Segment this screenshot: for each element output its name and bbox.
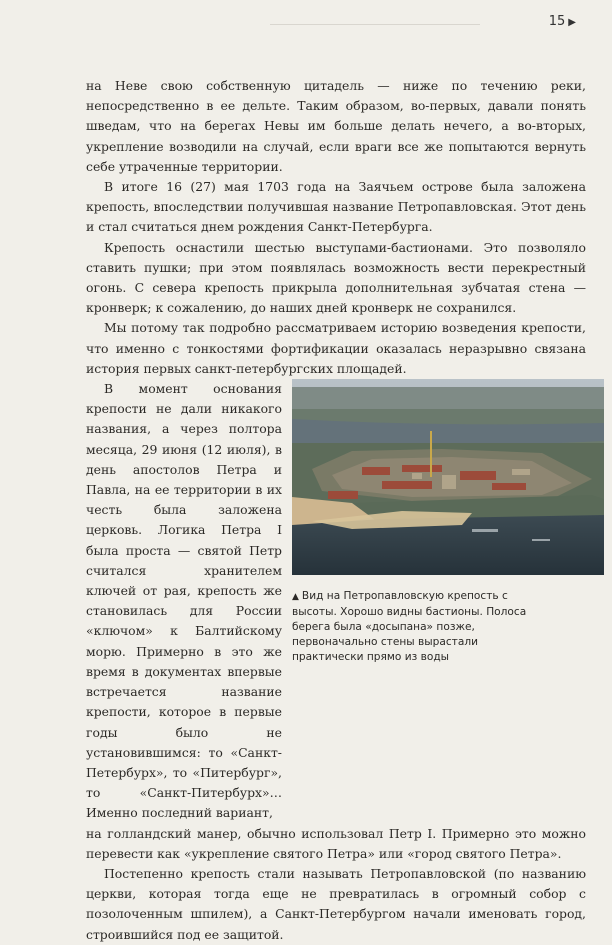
text-with-figure (86, 379, 586, 823)
article-body (86, 76, 586, 945)
paragraph-3: Крепость оснастили шестью выступами-бастионами. Это позволяло ставить пушки; при этом появлялась возможность вести перекрестный огонь. С севера крепость прикрыла дополнительная зубчатая стена — кронверк; к сожалению, до наших дней кронверк не сохранился. (86, 239, 586, 316)
paragraph-6: Постепенно крепость стали называть Петропавловской (по названию церкви, которая тогда еще не превратилась в огромный собор с позолоченным шпилем), а Санкт-Петербургом начали именовать город, строившийся под ее защитой. (86, 865, 586, 942)
figure-caption-text: Вид на Петропавловскую крепость с высоты. Хорошо видны бастионы. Полоса берега была «досыпана» позже, первоначально стены вырастали практически прямо из воды (292, 590, 527, 664)
text-column (86, 379, 282, 823)
triangle-right-icon: ▶ (568, 17, 576, 28)
paragraph-5-part-1: В момент основания крепости не дали никакого названия, а через полтора месяца, 29 июня (12 июля), в день апостолов Петра и Павла, на ее территории в их честь была заложена церковь. Логика Петра I была проста — святой Петр считался хранителем ключей от рая, крепость же становилась для России «ключом» к Балтийскому морю. Примерно в это же время в документах впервые встречается название крепости, которое в первые годы было не установившимся: то «Санкт-Петербурх», то «Питербург», то «Санкт-Питербурх»… Именно последний вариант, (86, 381, 282, 821)
paragraph-5-part-2: на голландский манер, обычно использовал Петр I. Примерно это можно перевести как «укрепление святого Петра» или «город святого Петра». (86, 825, 586, 861)
header-rule (270, 24, 480, 25)
page-number-value: 15 (548, 14, 566, 29)
paragraph-4: Мы потому так подробно рассматриваем историю возведения крепости, что именно с тонкостями фортификации оказалась неразрывно связана история первых санкт-петербургских площадей. (86, 320, 586, 376)
paragraph-2: В итоге 16 (27) мая 1703 года на Заячьем острове была заложена крепость, впоследствии получившая название Петропавловская. Этот день и стал считаться днем рождения Санкт-Петербурга. (86, 179, 586, 235)
page-number (549, 14, 576, 29)
figure-caption (292, 589, 532, 665)
triangle-up-icon: ▲ (292, 592, 299, 603)
fortress-figure (292, 379, 604, 823)
paragraph-1: на Неве свою собственную цитадель — ниже по течению реки, непосредственно в ее дельте. Таким образом, во-первых, давали понять шведам, что на берегах Невы им больше делать нечего, а во-вторых, укрепление возводили на случай, если враги все же попытаются вернуть себе утраченные территории. (86, 78, 586, 174)
fortress-aerial-photo (292, 379, 604, 575)
